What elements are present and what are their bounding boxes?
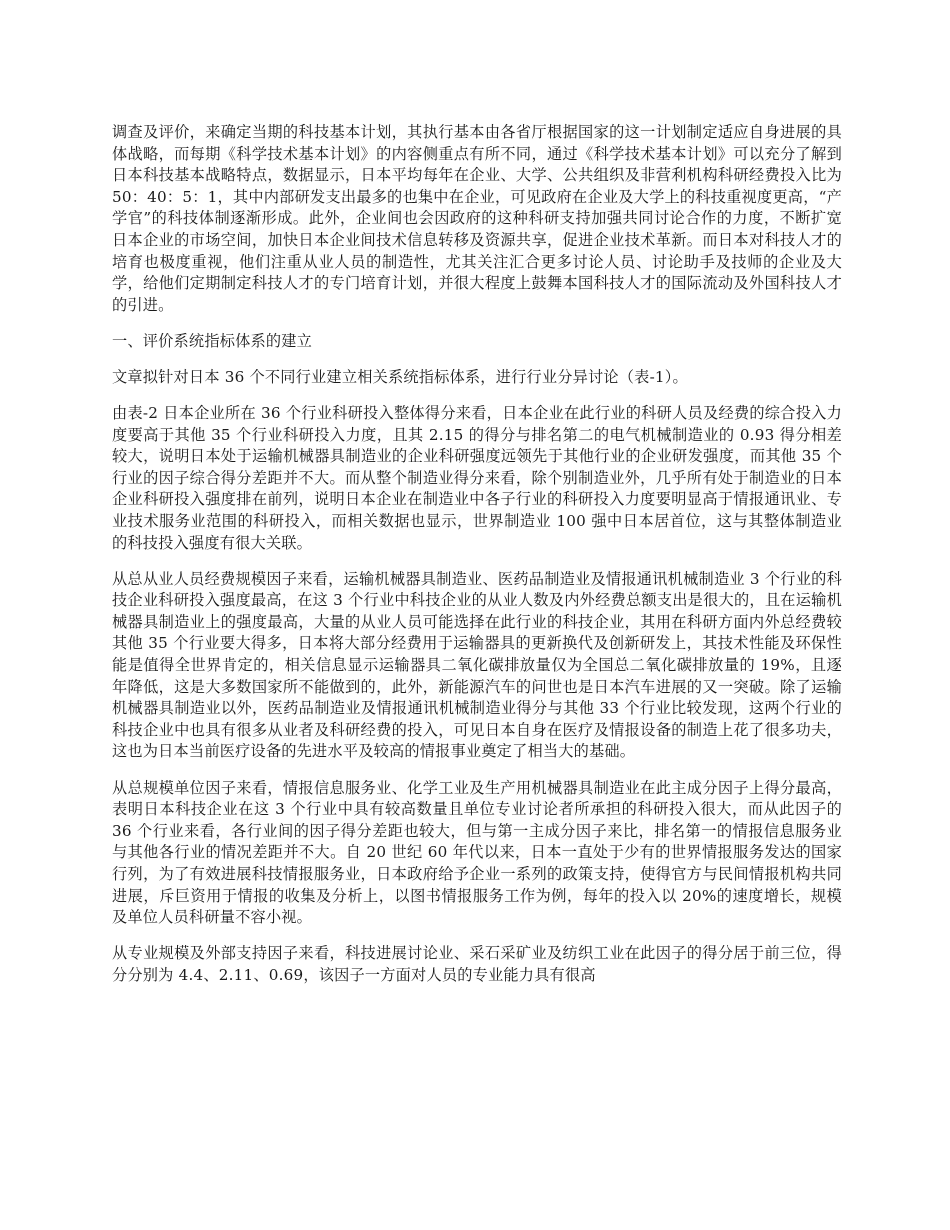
- document-body: [112, 122, 842, 1001]
- section-heading: 一、评价系统指标体系的建立: [112, 331, 313, 350]
- paragraph-staff-funding-factor: 从总从业人员经费规模因子来看，运输机械器具制造业、医药品制造业及情报通讯机械制造业 3 个行业的科技企业科研投入强度最高，在这 3 个行业中科技企业的从业人数及内外经费总额支出是很大的，且在运输机械器具制造业上的强度最高，大量的从业人员可能选择在此行业的科技企业，其用在科研方面内外总经费较其他 35 个行业要大得多，日本将大部分经费用于运输器具的更新换代及创新研发上，其技术性能及环保性能是值得全世界肯定的，相关信息显示运输器具二氧化碳排放量仅为全国总二氧化碳排放量的 19%，且逐年降低，这是大多数国家所不能做到的，此外，新能源汽车的问世也是日本汽车进展的又一突破。除了运输机械器具制造业以外，医药品制造业及情报通讯机械制造业得分与其他 33 个行业比较发现，这两个行业的科技企业中也具有很多从业者及科研经费的投入，可见日本自身在医疗及情报设备的制造上花了很多功夫，这也为日本当前医疗设备的先进水平及较高的情报事业奠定了相当大的基础。: [112, 569, 842, 761]
- paragraph-table-reference: 文章拟针对日本 36 个不同行业建立相关系统指标体系，进行行业分异讨论（表-1）。: [112, 367, 688, 386]
- paragraph-professional-support-factor: 从专业规模及外部支持因子来看，科技进展讨论业、采石采矿业及纺织工业在此因子的得分居于前三位，得分分别为 4.4、2.11、0.69，该因子一方面对人员的专业能力具有很高: [112, 944, 842, 984]
- paragraph-overall-score: 由表-2 日本企业所在 36 个行业科研投入整体得分来看，日本企业在此行业的科研人员及经费的综合投入力度要高于其他 35 个行业科研投入力度，且其 2.15 的得分与排名第二的电气机械制造业的 0.93 得分相差较大，说明日本处于运输机械器具制造业的企业科研强度远领先于其他行业的企业研发强度，而其他 35 个行业的因子综合得分差距并不大。而从整个制造业得分来看，除个别制造业外，几乎所有处于制造业的日本企业科研投入强度排在前列，说明日本企业在制造业中各子行业的科研投入力度要明显高于情报通讯业、专业技术服务业范围的科研投入，而相关数据也显示，世界制造业 100 强中日本居首位，这与其整体制造业的科技投入强度有很大关联。: [112, 404, 842, 552]
- paragraph-scale-unit-factor: 从总规模单位因子来看，情报信息服务业、化学工业及生产用机械器具制造业在此主成分因子上得分最高，表明日本科技企业在这 3 个行业中具有较高数量且单位专业讨论者所承担的科研投入很大，而从此因子的 36 个行业来看，各行业间的因子得分差距也较大，但与第一主成分因子来比，排名第一的情报信息服务业与其他各行业的情况差距并不大。自 20 世纪 60 年代以来，日本一直处于少有的世界情报服务发达的国家行列，为了有效进展科技情报服务业，日本政府给予企业一系列的政策支持，使得官方与民间情报机构共同进展，斥巨资用于情报的收集及分析上，以图书情报服务工作为例，每年的投入以 20%的速度增长，规模及单位人员科研量不容小视。: [112, 778, 842, 927]
- paragraph-intro: 调查及评价，来确定当期的科技基本计划，其执行基本由各省厅根据国家的这一计划制定适应自身进展的具体战略，而每期《科学技术基本计划》的内容侧重点有所不同，通过《科学技术基本计划》可以充分了解到日本科技基本战略特点，数据显示，日本平均每年在企业、大学、公共组织及非营利机构科研经费投入比为50：40：5：1，其中内部研发支出最多的也集中在企业，可见政府在企业及大学上的科技重视度更高，“产学官”的科技体制逐渐形成。此外，企业间也会因政府的这种科研支持加强共同讨论合作的力度，不断扩宽日本企业的市场空间，加快日本企业间技术信息转移及资源共享，促进企业技术革新。而日本对科技人才的培育也极度重视，他们注重从业人员的制造性，尤其关注汇合更多讨论人员、讨论助手及技师的企业及大学，给他们定期制定科技人才的专门培育计划，并很大程度上鼓舞本国科技人才的国际流动及外国科技人才的引进。: [112, 123, 842, 314]
